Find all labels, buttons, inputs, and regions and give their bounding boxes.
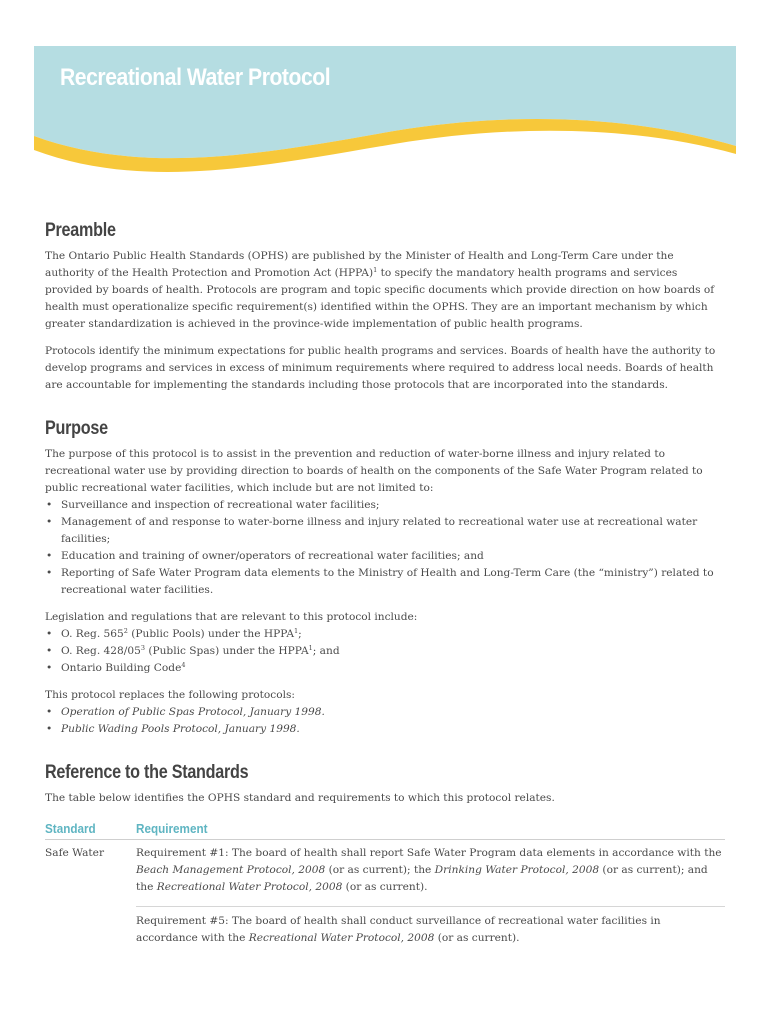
preamble-paragraph-2: Protocols identify the minimum expectations for public health programs and services. Boards of health have the authority to develop programs and services in excess of minimum requirements where required to address local needs. Boards of health are accountable for implementing the standards including those protocols that are incorporated into the standards. <box>45 345 716 391</box>
replaces-list <box>45 704 725 738</box>
preamble-heading: Preamble <box>45 220 116 241</box>
list-item: • Management of and response to water-borne illness and injury related to recreational water use at recreational water facilities; <box>45 514 725 548</box>
requirement-5: Requirement #5: The board of health shall conduct surveillance of recreational water facilities in accordance with the Recreational Water Protocol, 2008 (or as current). <box>136 915 661 944</box>
list-item: • Education and training of owner/operators of recreational water facilities; and <box>45 548 725 565</box>
header-banner <box>34 46 736 196</box>
replaces-intro: This protocol replaces the following protocols: <box>45 689 295 701</box>
page-title: Recreational Water Protocol <box>60 64 331 91</box>
purpose-list <box>45 497 725 599</box>
standards-table <box>45 821 725 963</box>
list-item: • Reporting of Safe Water Program data elements to the Ministry of Health and Long-Term Care (the “ministry”) related to recreational water facilities. <box>45 565 725 599</box>
legislation-intro: Legislation and regulations that are relevant to this protocol include: <box>45 611 418 623</box>
reference-heading: Reference to the Standards <box>45 762 249 783</box>
column-header-requirement: Requirement <box>136 821 208 836</box>
list-item: • O. Reg. $428/05^3$ (Public Spas) under the HPPA$^1$; and <box>45 643 725 660</box>
preamble-paragraph-1: The Ontario Public Health Standards (OPHS) are published by the Minister of Health and Long-Term Care under the authority of the Health Protection and Promotion Act (HPPA)$^1$ to specify the mandatory health programs and services provided by boards of health. Protocols are program and topic specific documents which provide direction on how boards of health must operationalize specific requirement(s) identified within the OPHS. They are an important mechanism by which greater standardization is achieved in the province-wide implementation of public health programs. <box>45 250 715 330</box>
table-header <box>45 821 725 840</box>
reference-intro: The table below identifies the OPHS standard and requirements to which this protocol relates. <box>45 792 555 804</box>
purpose-intro: The purpose of this protocol is to assist in the prevention and reduction of water-borne illness and injury related to recreational water use by providing direction to boards of health on the components of the Safe Water Program related to public recreational water facilities, which include but are not limited to: <box>45 448 703 494</box>
requirements-cell <box>136 845 725 963</box>
list-item: • O. Reg. $565^2$ (Public Pools) under the HPPA$^1$; <box>45 626 725 643</box>
list-item: • Public Wading Pools Protocol, January 1998. <box>45 721 725 738</box>
requirement-1: Requirement #1: The board of health shall report Safe Water Program data elements in accordance with the Beach Management Protocol, 2008 (or as current); the Drinking Water Protocol, 2008 (or as current); and the Recreational Water Protocol, 2008 (or as current). <box>136 845 725 907</box>
table-row <box>45 840 725 963</box>
column-header-standard: Standard <box>45 821 96 836</box>
list-item: • Ontario Building Code$^4$ <box>45 660 725 677</box>
purpose-heading: Purpose <box>45 418 108 439</box>
document-body <box>45 220 725 963</box>
list-item: • Surveillance and inspection of recreational water facilities; <box>45 497 725 514</box>
legislation-list <box>45 626 725 677</box>
standard-cell: Safe Water <box>45 847 105 859</box>
list-item: • Operation of Public Spas Protocol, January 1998. <box>45 704 725 721</box>
